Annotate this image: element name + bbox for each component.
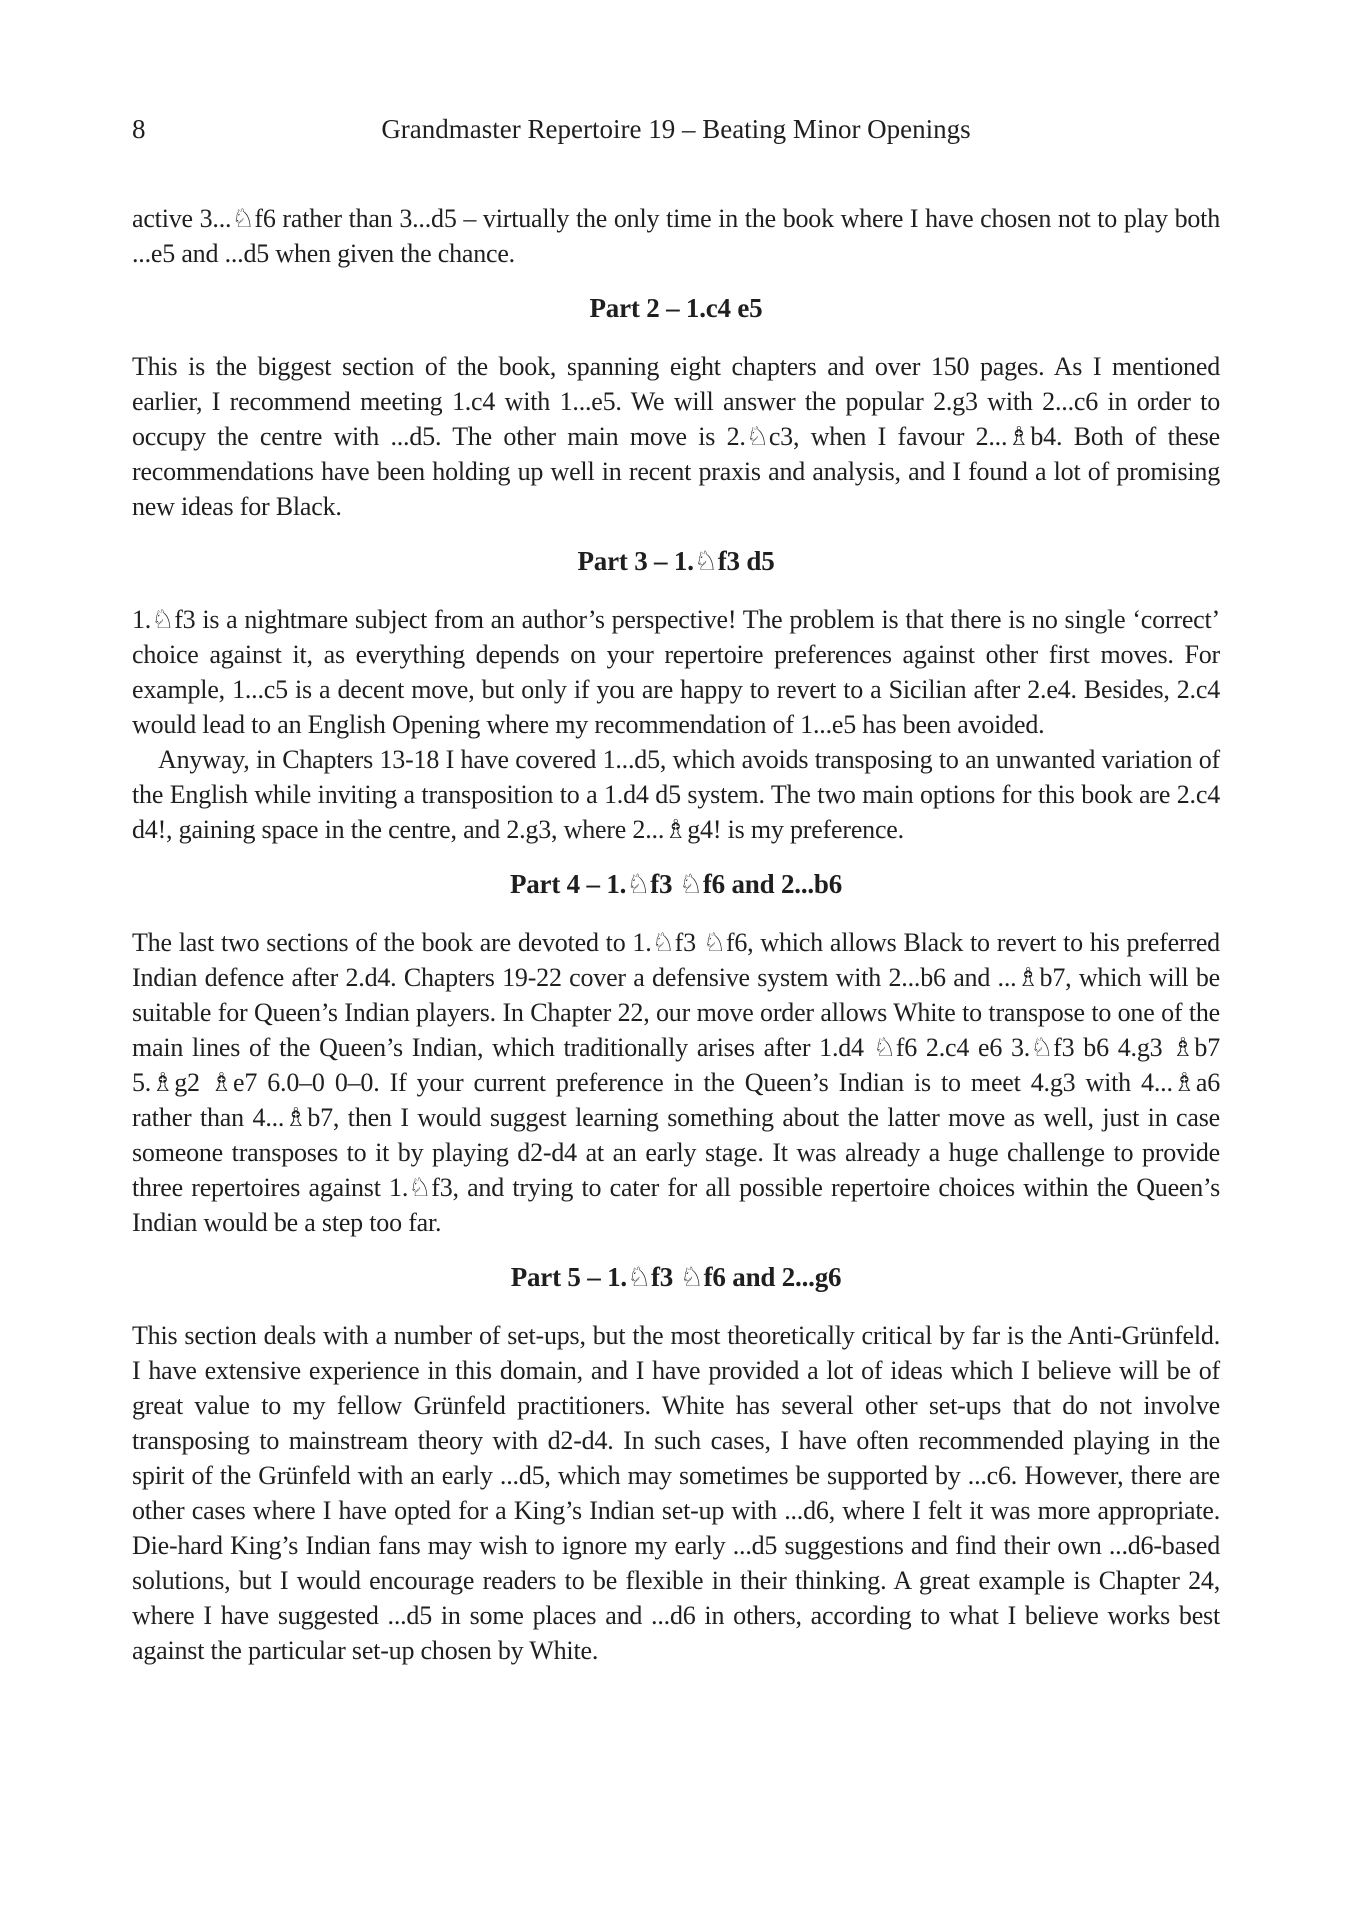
paragraph-part-2: This is the biggest section of the book, spanning eight chapters and over 150 pages. As I mentioned earlier, I recommend meeting 1.c4 with 1...e5. We will answer the popular 2.g3 with 2...c6 in order to occupy the centre with ...d5. The other main move is 2.♘c3, when I favour 2...♗b4. Both of these recommendations have been holding up well in recent praxis and analysis, and I found a lot of promising new ideas for Black. xyxy=(132,352,1220,521)
text-column xyxy=(132,112,1220,1668)
section-heading-part-2: Part 2 – 1.c4 e5 xyxy=(589,293,763,323)
running-title: Grandmaster Repertoire 19 – Beating Minor Openings xyxy=(381,114,971,144)
section-heading-part-4: Part 4 – 1.♘f3 ♘f6 and 2...b6 xyxy=(509,869,843,899)
section-heading-part-3: Part 3 – 1.♘f3 d5 xyxy=(577,546,775,576)
page-number: 8 xyxy=(132,114,146,144)
paragraph-intro-continuation: active 3...♘f6 rather than 3...d5 – virtually the only time in the book where I have chosen not to play both ...e5 and ...d5 when given the chance. xyxy=(132,204,1220,268)
page-header xyxy=(132,112,1220,147)
section-heading-part-5: Part 5 – 1.♘f3 ♘f6 and 2...g6 xyxy=(510,1262,842,1292)
paragraph-part-3-choices: 1.♘f3 is a nightmare subject from an author’s perspective! The problem is that there is no single ‘correct’ choice against it, as everything depends on your repertoire preferences against other first moves. For example, 1...c5 is a decent move, but only if you are happy to revert to a Sicilian after 2.e4. Besides, 2.c4 would lead to an English Opening where my recommendation of 1...e5 has been avoided. xyxy=(132,605,1220,739)
page-body xyxy=(132,201,1220,1668)
paragraph-part-3-anyway: Anyway, in Chapters 13-18 I have covered 1...d5, which avoids transposing to an unwanted variation of the English while inviting a transposition to a 1.d4 d5 system. The two main options for this book are 2.c4 d4!, gaining space in the centre, and 2.g3, where 2...♗g4! is my preference. xyxy=(132,745,1220,844)
paragraph-part-4: The last two sections of the book are devoted to 1.♘f3 ♘f6, which allows Black to revert to his preferred Indian defence after 2.d4. Chapters 19-22 cover a defensive system with 2...b6 and ...♗b7, which will be suitable for Queen’s Indian players. In Chapter 22, our move order allows White to transpose to one of the main lines of the Queen’s Indian, which traditionally arises after 1.d4 ♘f6 2.c4 e6 3.♘f3 b6 4.g3 ♗b7 5.♗g2 ♗e7 6.0–0 0–0. If your current preference in the Queen’s Indian is to meet 4.g3 with 4...♗a6 rather than 4...♗b7, then I would suggest learning something about the latter move as well, just in case someone transposes to it by playing d2-d4 at an early stage. It was already a huge challenge to provide three repertoires against 1.♘f3, and trying to cater for all possible repertoire choices within the Queen’s Indian would be a step too far. xyxy=(132,928,1220,1237)
paragraph-part-5: This section deals with a number of set-ups, but the most theoretically critical by far is the Anti-Grünfeld. I have extensive experience in this domain, and I have provided a lot of ideas which I believe will be of great value to my fellow Grünfeld practitioners. White has several other set-ups that do not involve transposing to mainstream theory with d2-d4. In such cases, I have often recommended playing in the spirit of the Grünfeld with an early ...d5, which may sometimes be supported by ...c6. However, there are other cases where I have opted for a King’s Indian set-up with ...d6, where I felt it was more appropriate. Die-hard King’s Indian fans may wish to ignore my early ...d5 suggestions and find their own ...d6-based solutions, but I would encourage readers to be flexible in their thinking. A great example is Chapter 24, where I have suggested ...d5 in some places and ...d6 in others, according to what I believe works best against the particular set-up chosen by White. xyxy=(132,1321,1220,1665)
